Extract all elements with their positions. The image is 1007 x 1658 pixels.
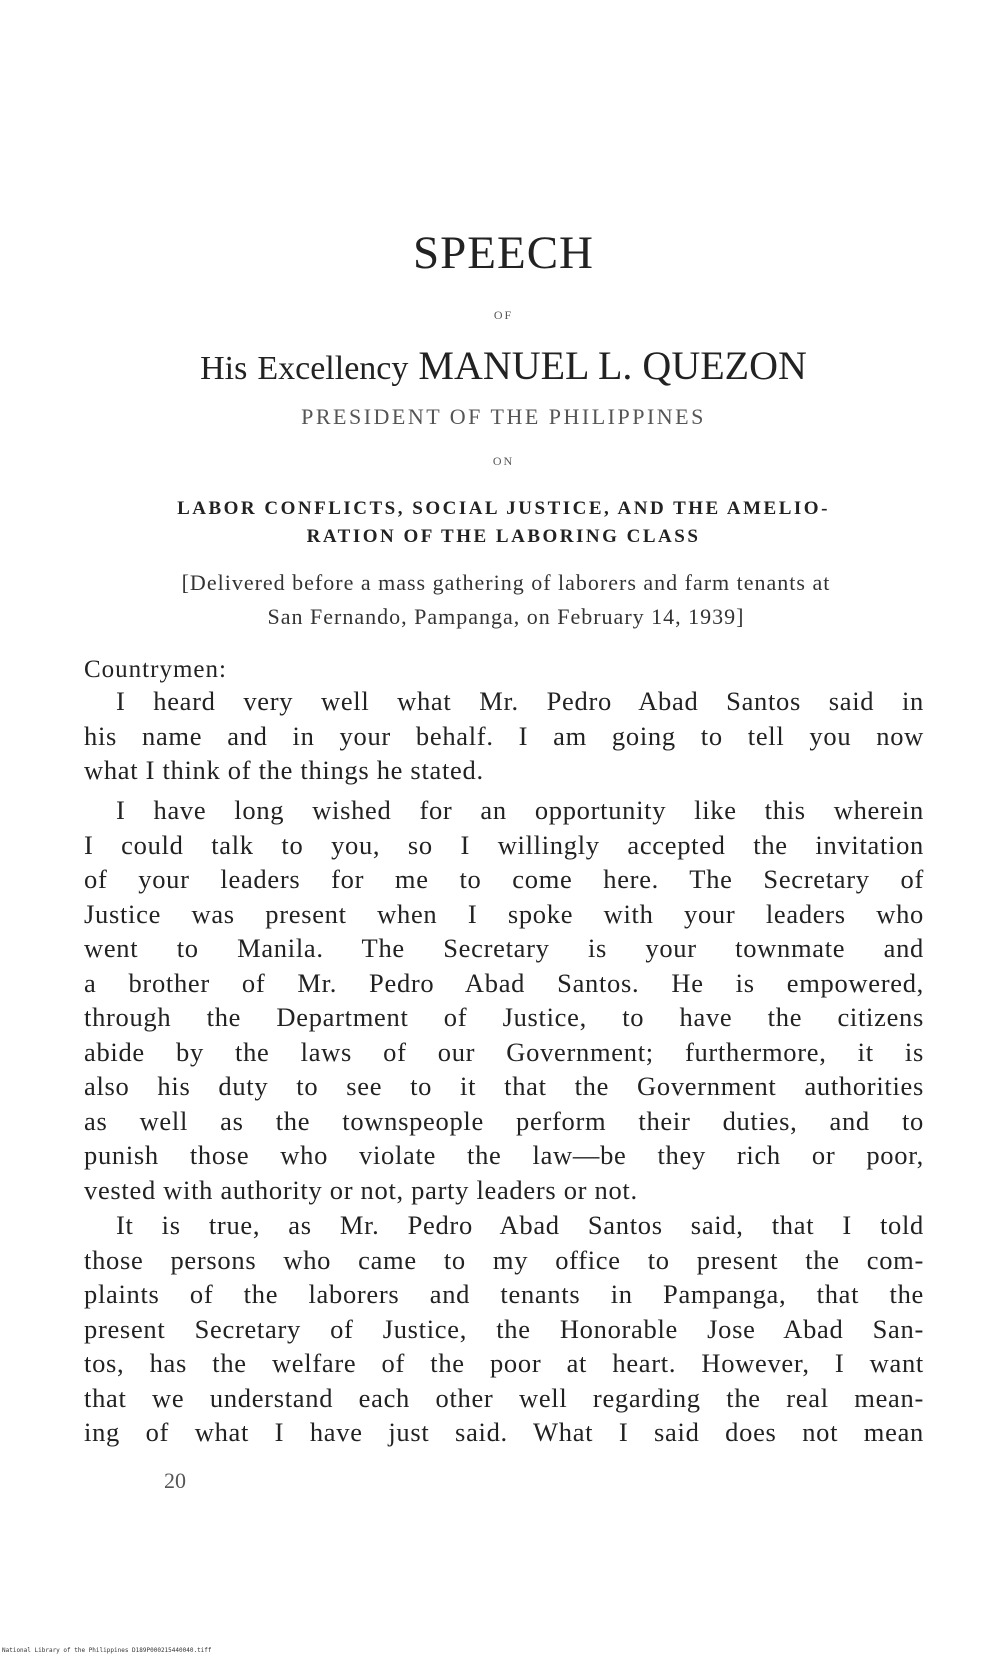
paragraph-line: those persons who came to my office to present the com-: [84, 1244, 924, 1275]
paragraph-3: [84, 1208, 924, 1450]
paragraph-line: Justice was present when I spoke with your leaders who: [84, 898, 924, 929]
paragraph-2: [84, 793, 924, 1207]
delivery-note-line-1: [Delivered before a mass gathering of laborers and farm tenants at: [181, 570, 831, 595]
page-number: 20: [164, 1468, 186, 1493]
name-his: His: [200, 350, 248, 387]
paragraph-line: vested with authority or not, party leaders or not.: [84, 1174, 638, 1205]
speech-title: SPEECH: [413, 227, 594, 279]
delivery-note-line-2: San Fernando, Pampanga, on February 14, 1939]: [267, 604, 745, 629]
speaker-name: [0, 342, 1007, 389]
scan-stamp: National Library of the Philippines D189P000215440040.tiff: [2, 1647, 212, 1654]
paragraph-line: tos, has the welfare of the poor at heart. However, I want: [84, 1348, 924, 1378]
paragraph-line: I have long wished for an opportunity like this wherein: [116, 795, 924, 825]
paragraph-line: of your leaders for me to come here. The Secretary of: [84, 864, 924, 894]
paragraph-line: his name and in your behalf. I am going to tell you now: [84, 720, 924, 751]
paragraph-line: that we understand each other well regarding the real mean-: [84, 1382, 924, 1413]
name-excellency: Excellency: [257, 350, 409, 387]
paragraph-line: a brother of Mr. Pedro Abad Santos. He is empowered,: [84, 967, 924, 998]
paragraph-line: through the Department of Justice, to have the citizens: [84, 1002, 924, 1032]
paragraph-line: I could talk to you, so I willingly accepted the invitation: [84, 829, 924, 860]
paragraph-1: [84, 684, 924, 788]
speaker-position: PRESIDENT OF THE PHILIPPINES: [301, 404, 706, 429]
paragraph-line: I heard very well what Mr. Pedro Abad Santos said in: [116, 686, 924, 716]
paragraph-line: as well as the townspeople perform their duties, and to: [84, 1105, 924, 1136]
of-word: OF: [493, 308, 514, 322]
subject-line-1: LABOR CONFLICTS, SOCIAL JUSTICE, AND THE AMELIO-: [177, 498, 830, 519]
paragraph-line: also his duty to see to it that the Government authorities: [84, 1071, 924, 1101]
paragraph-line: abide by the laws of our Government; furthermore, it is: [84, 1036, 924, 1067]
name-main: MANUEL L. QUEZON: [418, 343, 807, 388]
paragraph-line: went to Manila. The Secretary is your townmate and: [84, 933, 924, 963]
paragraph-line: plaints of the laborers and tenants in Pampanga, that the: [84, 1279, 924, 1309]
paragraph-line: It is true, as Mr. Pedro Abad Santos said, that I told: [116, 1210, 924, 1240]
salutation: Countrymen:: [84, 656, 227, 683]
subject-line-2: RATION OF THE LABORING CLASS: [306, 526, 701, 547]
paragraph-line: present Secretary of Justice, the Honorable Jose Abad San-: [84, 1313, 924, 1344]
paragraph-line: punish those who violate the law—be they rich or poor,: [84, 1140, 924, 1170]
on-word: ON: [492, 454, 515, 468]
paragraph-line: what I think of the things he stated.: [84, 755, 484, 785]
paragraph-line: ing of what I have just said. What I said does not mean: [84, 1417, 924, 1447]
